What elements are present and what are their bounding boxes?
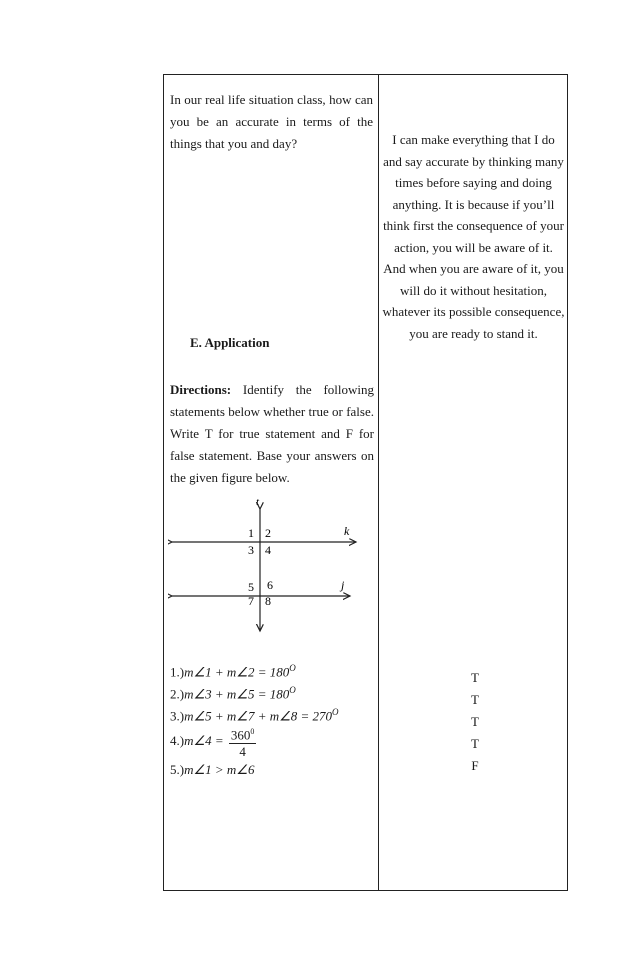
angle-4: 4 <box>265 543 271 557</box>
equation-item <box>170 701 375 723</box>
equation-number: 4.) <box>170 733 185 748</box>
label-j: j <box>341 578 345 592</box>
reflection-question: In our real life situation class, how can you be an accurate in terms of the things that you and day? <box>170 92 373 151</box>
column-divider <box>378 75 379 890</box>
answer-item: T <box>471 670 479 685</box>
fraction-denominator: 4 <box>239 744 246 760</box>
degree-superscript: O <box>332 707 339 717</box>
equation-item <box>170 657 375 679</box>
answer-key <box>460 667 490 777</box>
angle-1: 1 <box>248 526 254 540</box>
angle-6: 6 <box>267 578 273 592</box>
answer-item: F <box>471 758 479 773</box>
angle-7: 7 <box>248 594 254 608</box>
equation-expression: m∠5 + m∠7 + m∠8 = 270 <box>184 708 333 724</box>
answer-item: T <box>471 736 479 751</box>
directions-label: Directions: <box>170 382 232 397</box>
answer-item: T <box>471 714 479 729</box>
angle-2: 2 <box>265 526 271 540</box>
degree-superscript: 0 <box>250 726 255 736</box>
answer-paragraph: I can make everything that I do and say accurate by thinking many times before saying and doing anything. It is because if you’ll think first the consequence of your action, you will be aware of it. And when you are aware of it, you will do it without hesitation, whatever its possible consequence, you are ready to stand it. <box>382 132 565 341</box>
section-heading: E. Application <box>190 335 270 350</box>
equation-expression: m∠1 > m∠6 <box>184 762 255 777</box>
angle-5: 5 <box>248 580 254 594</box>
equation-item <box>170 759 375 781</box>
equation-list <box>170 657 375 781</box>
directions-paragraph <box>170 379 374 489</box>
equation-item <box>170 723 375 759</box>
degree-superscript: O <box>289 663 296 673</box>
parallel-lines-figure <box>168 495 368 635</box>
equation-number: 1.) <box>170 664 185 680</box>
equation-expression: m∠4 = <box>184 733 227 748</box>
equation-item <box>170 679 375 701</box>
fraction-numerator <box>229 724 257 744</box>
numerator-value: 360 <box>230 727 251 743</box>
equation-number: 2.) <box>170 686 185 702</box>
angle-8: 8 <box>265 594 271 608</box>
label-t: t <box>256 496 260 508</box>
label-k: k <box>344 524 350 538</box>
degree-superscript: O <box>289 685 296 695</box>
lesson-table <box>163 74 568 891</box>
answer-item: T <box>471 692 479 707</box>
equation-number: 3.) <box>170 708 185 724</box>
left-column <box>170 89 373 155</box>
fraction <box>229 724 257 760</box>
equation-number: 5.) <box>170 762 185 777</box>
equation-expression: m∠3 + m∠5 = 180 <box>184 686 290 702</box>
angle-3: 3 <box>248 543 254 557</box>
equation-expression: m∠1 + m∠2 = 180 <box>184 664 290 680</box>
directions-text: Identify the following statements below whether true or false. Write T for true statement and F for false statement. Base your answers on the given figure below. <box>170 382 374 485</box>
